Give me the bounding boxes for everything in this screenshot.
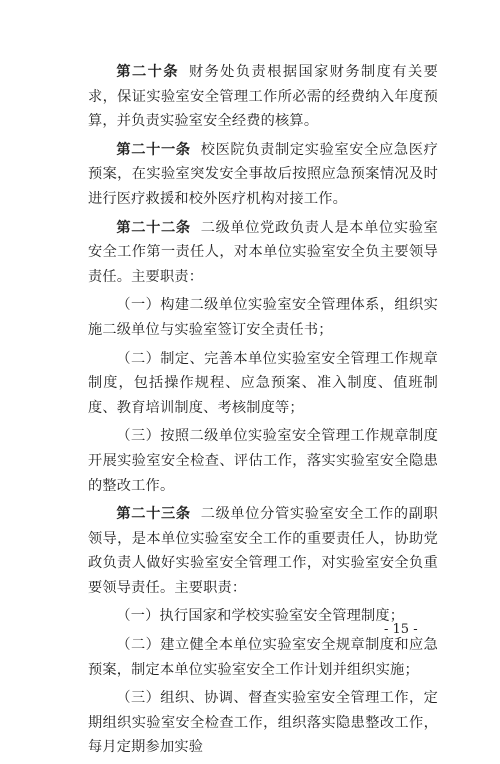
page-number: - 15 - xyxy=(384,622,418,637)
article-21 xyxy=(88,138,438,212)
article-22-item-1: （一）构建二级单位实验室安全管理体系，组织实施二级单位与实验室签订安全责任书； xyxy=(88,297,438,338)
article-text: 财务处负责根据国家财务制度有关要求，保证实验室安全管理工作所必需的经费纳入年度预算，并负责实验室安全经费的核算。 xyxy=(88,64,438,130)
article-heading: 第二十条 xyxy=(116,64,179,80)
article-22-item-2: （二）制定、完善本单位实验室安全管理工作规章制度，包括操作规程、应急预案、准入制度、值班制度、教育培训制度、考核制度等； xyxy=(88,350,438,416)
article-heading: 第二十二条 xyxy=(116,219,191,236)
article-heading: 第二十三条 xyxy=(116,506,191,523)
document-body xyxy=(88,60,438,764)
article-text: 校医院负责制定实验室安全应急医疗预案，在实验室突发安全事故后按照应急预案情况及时进行医疗救援和校外医疗机构对接工作。 xyxy=(88,141,438,207)
article-23-item-2: （二）建立健全本单位实验室安全规章制度和应急预案，制定本单位实验室安全工作计划并组织实施； xyxy=(88,637,438,678)
article-22-item-3: （三）按照二级单位实验室安全管理工作规章制度开展实验室安全检查、评估工作，落实实验室安全隐患的整改工作。 xyxy=(88,428,438,494)
article-20 xyxy=(88,60,438,134)
article-23 xyxy=(88,502,438,600)
article-22 xyxy=(88,216,438,290)
article-23-item-3: （三）组织、协调、督查实验室安全管理工作，定期组织实验室安全检查工作，组织落实隐患整改工作，每月定期参加实验 xyxy=(88,690,438,756)
article-heading: 第二十一条 xyxy=(116,141,191,158)
article-text: 二级单位党政负责人是本单位实验室安全工作第一责任人，对本单位实验室安全负主要领导责任。主要职责： xyxy=(88,219,438,285)
article-text: 二级单位分管实验室安全工作的副职领导，是本单位实验室安全工作的重要责任人，协助党政负责人做好实验室安全管理工作，对实验室安全负重要领导责任。主要职责： xyxy=(88,506,438,596)
article-23-item-1: （一）执行国家和学校实验室安全管理制度； xyxy=(116,608,405,625)
